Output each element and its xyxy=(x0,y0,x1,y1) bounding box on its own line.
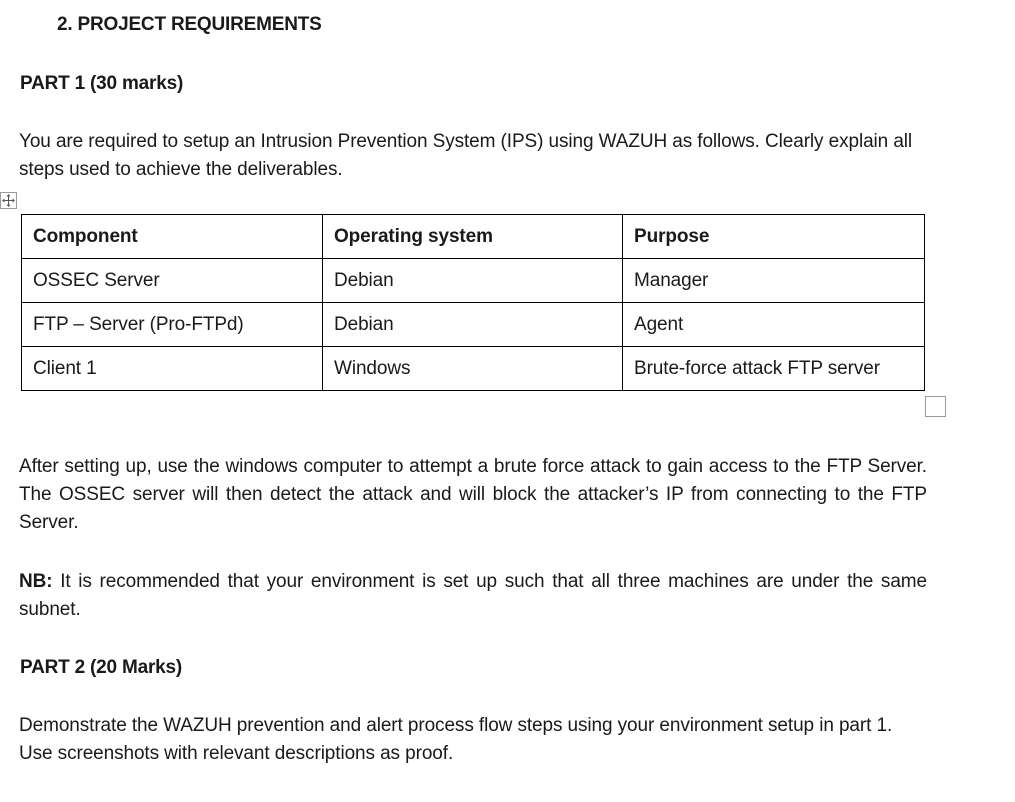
part1-intro: You are required to setup an Intrusion Prevention System (IPS) using WAZUH as follows. Clearly explain all steps used to achieve the deliverables. xyxy=(19,131,913,180)
after-setup-paragraph: After setting up, use the windows computer to attempt a brute force attack to gain access to the FTP Server. The OSSEC server will then detect the attack and will block the attacker’s IP from connecting to the FTP Server. xyxy=(19,456,927,533)
table-row xyxy=(22,303,925,347)
section-title: 2. PROJECT REQUIREMENTS xyxy=(57,14,322,35)
table-row xyxy=(22,347,925,391)
table-resize-handle-icon[interactable] xyxy=(925,396,946,417)
part2-heading: PART 2 (20 Marks) xyxy=(20,657,183,678)
part2-text: Demonstrate the WAZUH prevention and alert process flow steps using your environment setup in part 1. Use screenshots with relevant descriptions as proof. xyxy=(19,715,893,764)
header-component: Component xyxy=(22,215,323,259)
note-label: NB: xyxy=(19,571,53,592)
header-operating-system: Operating system xyxy=(323,215,623,259)
cell-operating-system: Debian xyxy=(323,259,623,303)
cell-operating-system: Debian xyxy=(323,303,623,347)
cell-purpose: Manager xyxy=(623,259,925,303)
table-move-handle-icon[interactable] xyxy=(0,192,17,209)
note-text: It is recommended that your environment is set up such that all three machines are under the same subnet. xyxy=(19,571,927,620)
part1-heading: PART 1 (30 marks) xyxy=(20,73,184,94)
table-row xyxy=(22,259,925,303)
requirements-table xyxy=(21,214,925,391)
text-cursor xyxy=(924,315,925,339)
cell-component: FTP – Server (Pro-FTPd) xyxy=(22,303,323,347)
cell-component: OSSEC Server xyxy=(22,259,323,303)
cell-operating-system: Windows xyxy=(323,347,623,391)
note-paragraph xyxy=(19,568,927,624)
header-purpose: Purpose xyxy=(623,215,925,259)
cell-component: Client 1 xyxy=(22,347,323,391)
table-header-row xyxy=(22,215,925,259)
cell-purpose: Brute-force attack FTP server xyxy=(623,347,925,391)
cell-purpose: Agent xyxy=(623,303,925,347)
